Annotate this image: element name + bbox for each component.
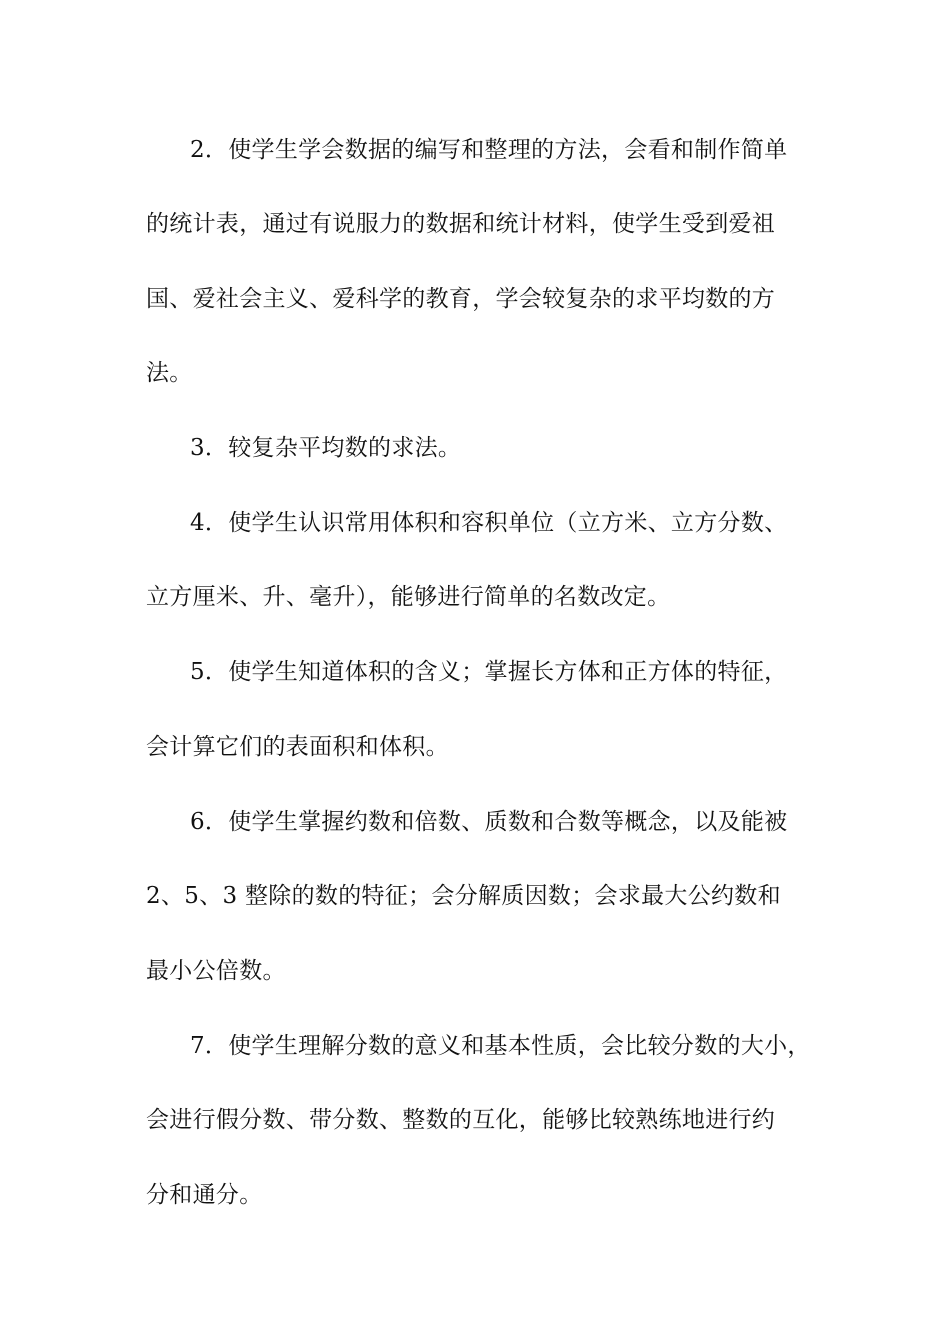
item-4-line-2: 立方厘米、升、毫升），能够进行简单的名数改定。 <box>146 584 671 610</box>
item-6-line-3: 最小公倍数。 <box>146 958 286 984</box>
item-3-line-1: 3．较复杂平均数的求法。 <box>190 435 462 461</box>
item-2-line-1: 2．使学生学会数据的编写和整理的方法，会看和制作简单 <box>190 137 788 163</box>
item-6-line-2: 2、5、3 整除的数的特征；会分解质因数；会求最大公约数和 <box>146 883 781 909</box>
item-4-line-1: 4．使学生认识常用体积和容积单位（立方米、立方分数、 <box>190 510 788 536</box>
item-2-line-3: 国、爱社会主义、爱科学的教育，学会较复杂的求平均数的方 <box>146 286 776 312</box>
item-7-line-2: 会进行假分数、带分数、整数的互化，能够比较熟练地进行约 <box>146 1107 776 1133</box>
item-7-line-1: 7．使学生理解分数的意义和基本性质，会比较分数的大小， <box>190 1033 811 1059</box>
item-2-line-4: 法。 <box>146 360 193 386</box>
item-5-line-2: 会计算它们的表面积和体积。 <box>146 734 449 760</box>
item-2-line-2: 的统计表，通过有说服力的数据和统计材料，使学生受到爱祖 <box>146 211 776 237</box>
item-5-line-1: 5．使学生知道体积的含义；掌握长方体和正方体的特征， <box>190 659 788 685</box>
item-6-line-1: 6．使学生掌握约数和倍数、质数和合数等概念，以及能被 <box>190 809 788 835</box>
item-7-line-3: 分和通分。 <box>146 1182 263 1208</box>
